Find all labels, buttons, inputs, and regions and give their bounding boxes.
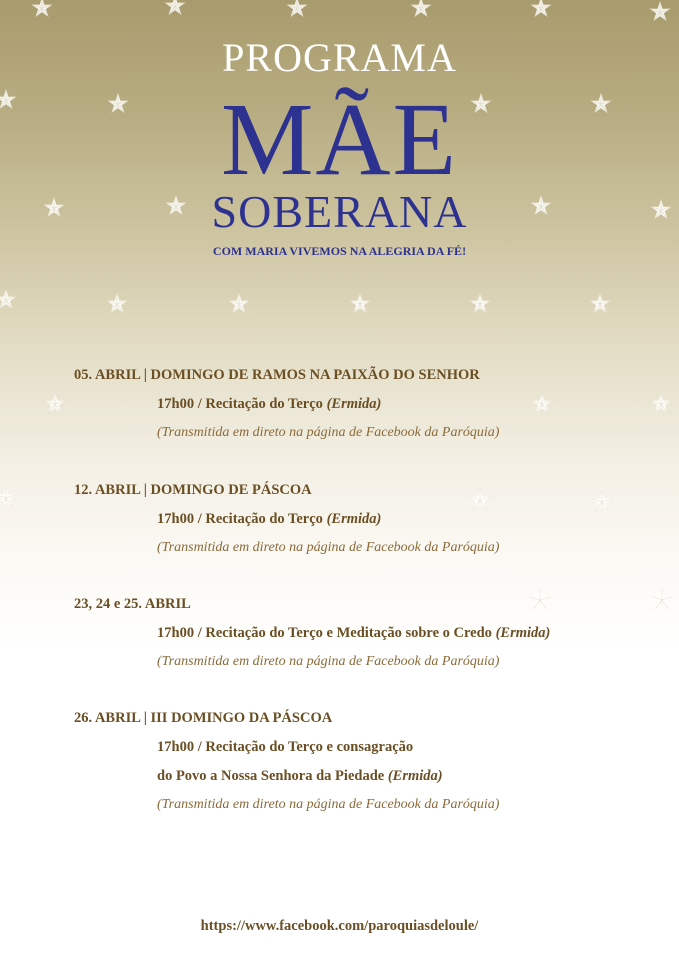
event-place: (Ermida)	[387, 768, 443, 784]
title-soberana: SOBERANA	[211, 186, 468, 237]
event-heading: 26. ABRIL | III DOMINGO DA PÁSCOA	[74, 710, 333, 726]
event-heading: 23, 24 e 25. ABRIL	[74, 596, 191, 612]
title-programa: PROGRAMA	[222, 35, 457, 80]
event-note: (Transmitida em direto na página de Facebook da Paróquia)	[157, 797, 500, 812]
event-detail	[157, 624, 550, 642]
star-icon	[470, 293, 491, 313]
star-icon	[0, 289, 17, 309]
star-icon	[532, 393, 553, 413]
title-block	[0, 36, 679, 258]
event-detail	[157, 395, 381, 413]
title-mae: MÃE	[220, 82, 459, 197]
event-detail: 17h00 / Recitação do Terço e consagração	[157, 739, 414, 755]
event-detail-text: do Povo a Nossa Senhora da Piedade	[157, 768, 388, 784]
star-icon	[45, 393, 66, 413]
star-icon	[350, 293, 371, 313]
star-icon	[165, 0, 186, 15]
star-icon	[107, 293, 128, 313]
subtitle: COM MARIA VIVEMOS NA ALEGRIA DA FÉ!	[212, 244, 467, 258]
star-icon	[530, 589, 551, 609]
star-icon	[590, 293, 611, 313]
event-place: (Ermida)	[326, 511, 382, 527]
event-detail-text: 17h00 / Recitação do Terço e Meditação sobre o Credo	[157, 625, 496, 641]
event-detail	[157, 510, 381, 528]
event-detail	[157, 767, 443, 785]
star-icon	[411, 0, 432, 17]
event-place: (Ermida)	[495, 625, 551, 641]
star-icon	[32, 0, 53, 17]
star-icon	[0, 487, 17, 507]
star-icon	[531, 0, 552, 17]
star-icon	[287, 0, 308, 17]
event-note: (Transmitida em direto na página de Facebook da Paróquia)	[157, 540, 500, 555]
event-heading: 12. ABRIL | DOMINGO DE PÁSCOA	[74, 482, 312, 498]
event-detail-text: 17h00 / Recitação do Terço	[157, 396, 327, 412]
event-heading: 05. ABRIL | DOMINGO DE RAMOS NA PAIXÃO DO SENHOR	[74, 367, 480, 383]
star-icon	[592, 491, 613, 511]
star-icon	[470, 489, 491, 509]
event-note: (Transmitida em direto na página de Facebook da Paróquia)	[157, 654, 500, 669]
event-note: (Transmitida em direto na página de Facebook da Paróquia)	[157, 425, 500, 440]
star-icon	[229, 293, 250, 313]
facebook-link[interactable]: https://www.facebook.com/paroquiasdeloule/	[200, 918, 479, 934]
star-icon	[650, 1, 671, 21]
event-detail-text: 17h00 / Recitação do Terço	[157, 511, 327, 527]
star-icon	[652, 589, 673, 609]
event-place: (Ermida)	[326, 396, 382, 412]
star-icon	[651, 393, 672, 413]
